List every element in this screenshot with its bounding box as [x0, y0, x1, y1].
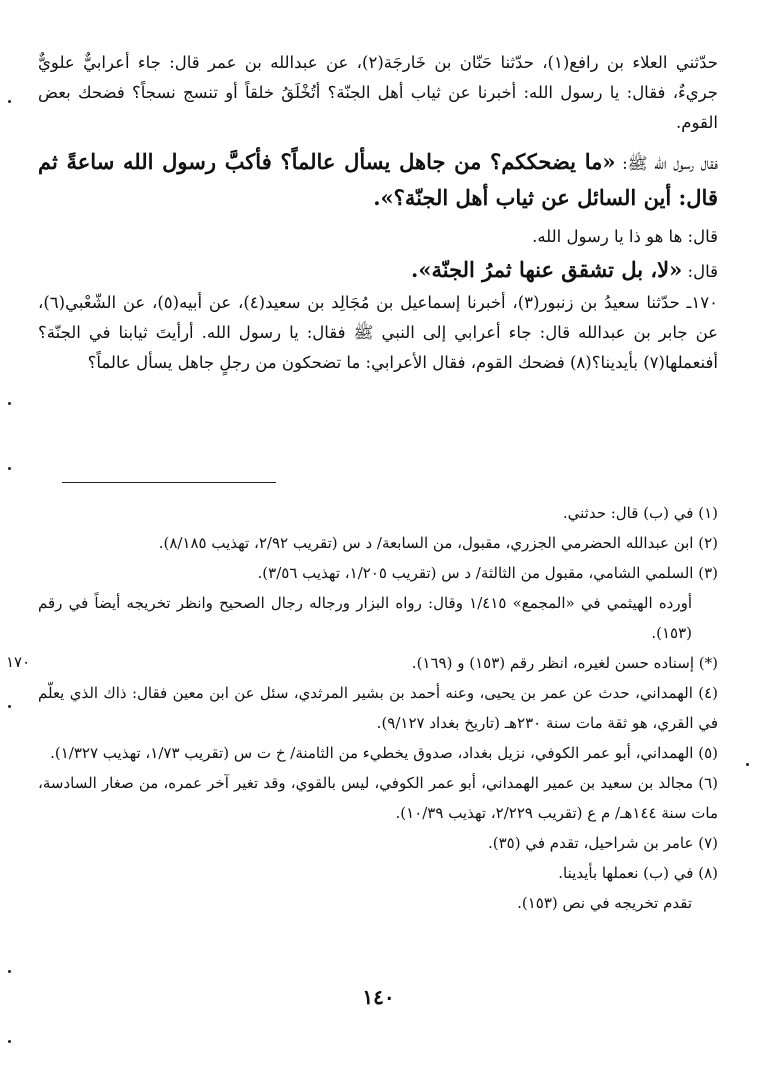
footnote-5: (٥) الهمداني، أبو عمر الكوفي، نزيل بغداد، صدوق يخطيء من الثامنة/ خ ت س (تقريب ١/٧٣، تهذيب ١/٣٢٧).: [50, 744, 718, 762]
hadith-170: ١٧٠ـ حدّثنا سعيدُ بن زنبور(٣)، أخبرنا إسماعيل بن مُجَالِد بن سعيد(٤)، عن أبيه(٥)، عن الشّعْبي(٦)، عن جابر بن عبدالله قال: جاء أعرابي إلى النبي ﷺ فقال: يا رسول الله. أرأيتَ ثيابنا في الجنّة؟ أفنعملها(٧) بأيدينا؟(٨) فضحك القوم، فقال الأعرابي: ما تضحكون من رجلٍ جاهل يسأل عالماً؟: [38, 293, 718, 372]
footnote-1: (١) في (ب) قال: حدثني.: [562, 504, 718, 522]
footnote-4: (٤) الهمداني، حدث عن عمر بن يحيى، وعنه أحمد بن بشير المرثدي، سئل عن ابن معين فقال: ذاك الذي يعلّم في القري، هو ثقة مات سنة ٢٣٠هـ (تاريخ بغداد ٩/١٢٧).: [38, 684, 718, 732]
margin-mark: [8, 705, 11, 708]
footnote-8: (٨) في (ب) نعملها بأيدينا.: [558, 864, 718, 882]
margin-mark: [8, 970, 11, 973]
margin-mark: [8, 467, 11, 470]
hadith-quote-1: «ما يضحككم؟ من جاهل يسأل عالماً؟ فأكبَّ رسول الله ساعةً ثم قال: أين السائل عن ثياب أهل الجنّة؟».: [38, 149, 718, 210]
paragraph-3: قال: ها هو ذا يا رسول الله.: [532, 227, 718, 246]
paragraph-1: حدّثني العلاء بن رافع(١)، حدّثنا حَنّان بن خَارجَة(٢)، عن عبدالله بن عمر قال: جاء أعرابيٌّ علويٌّ جريءٌ، فقال: يا رسول الله: أخبرنا عن ثياب أهل الجنّة؟ أتُخْلَقُ خلقاً أو تنسج نسجاً؟ فضحك بعض القوم.: [38, 53, 719, 132]
paragraph-2-intro: فقال رسول الله ﷺ:: [622, 154, 718, 173]
margin-hadith-number: ١٧٠: [6, 653, 31, 671]
notes-container: [38, 0, 718, 1090]
footnote-star: (*) إسناده حسن لغيره، انظر رقم (١٥٣) و (١٦٩).: [411, 654, 718, 672]
paragraph-4-intro: قال:: [687, 262, 718, 281]
margin-mark: [746, 763, 749, 766]
margin-mark: [8, 1040, 11, 1043]
footnotes: [38, 498, 718, 918]
hadith-quote-2: «لا، بل تشقق عنها ثمرُ الجنّة».: [411, 257, 683, 282]
footnote-6: (٦) مجالد بن سعيد بن عمير الهمداني، أبو عمر الكوفي، ليس بالقوي، وقد تغير آخر عمره، من صغار السادسة، مات سنة ١٤٤هـ/ م ع (تقريب ٢/٢٢٩، تهذيب ١٠/٣٩).: [38, 774, 718, 822]
footnote-2: (٢) ابن عبدالله الحضرمي الجزري، مقبول، من السابعة/ د س (تقريب ٢/٩٢، تهذيب ٨/١٨٥).: [158, 534, 718, 552]
footnote-8-extra: تقدم تخريجه في نص (١٥٣).: [517, 894, 692, 912]
footnote-3-extra: أورده الهيثمي في «المجمع» ١/٤١٥ وقال: رواه البزار ورجاله رجال الصحيح وانظر تخريجه أيضاً في رقم (١٥٣).: [38, 594, 693, 642]
page-number: ١٤٠: [362, 985, 395, 1009]
margin-mark: [8, 402, 11, 405]
footnote-7: (٧) عامر بن شراحيل، تقدم في (٣٥).: [487, 834, 718, 852]
footnote-3: (٣) السلمي الشامي، مقبول من الثالثة/ د س (تقريب ١/٢٠٥، تهذيب ٣/٥٦).: [257, 564, 718, 582]
margin-mark: [8, 100, 11, 103]
